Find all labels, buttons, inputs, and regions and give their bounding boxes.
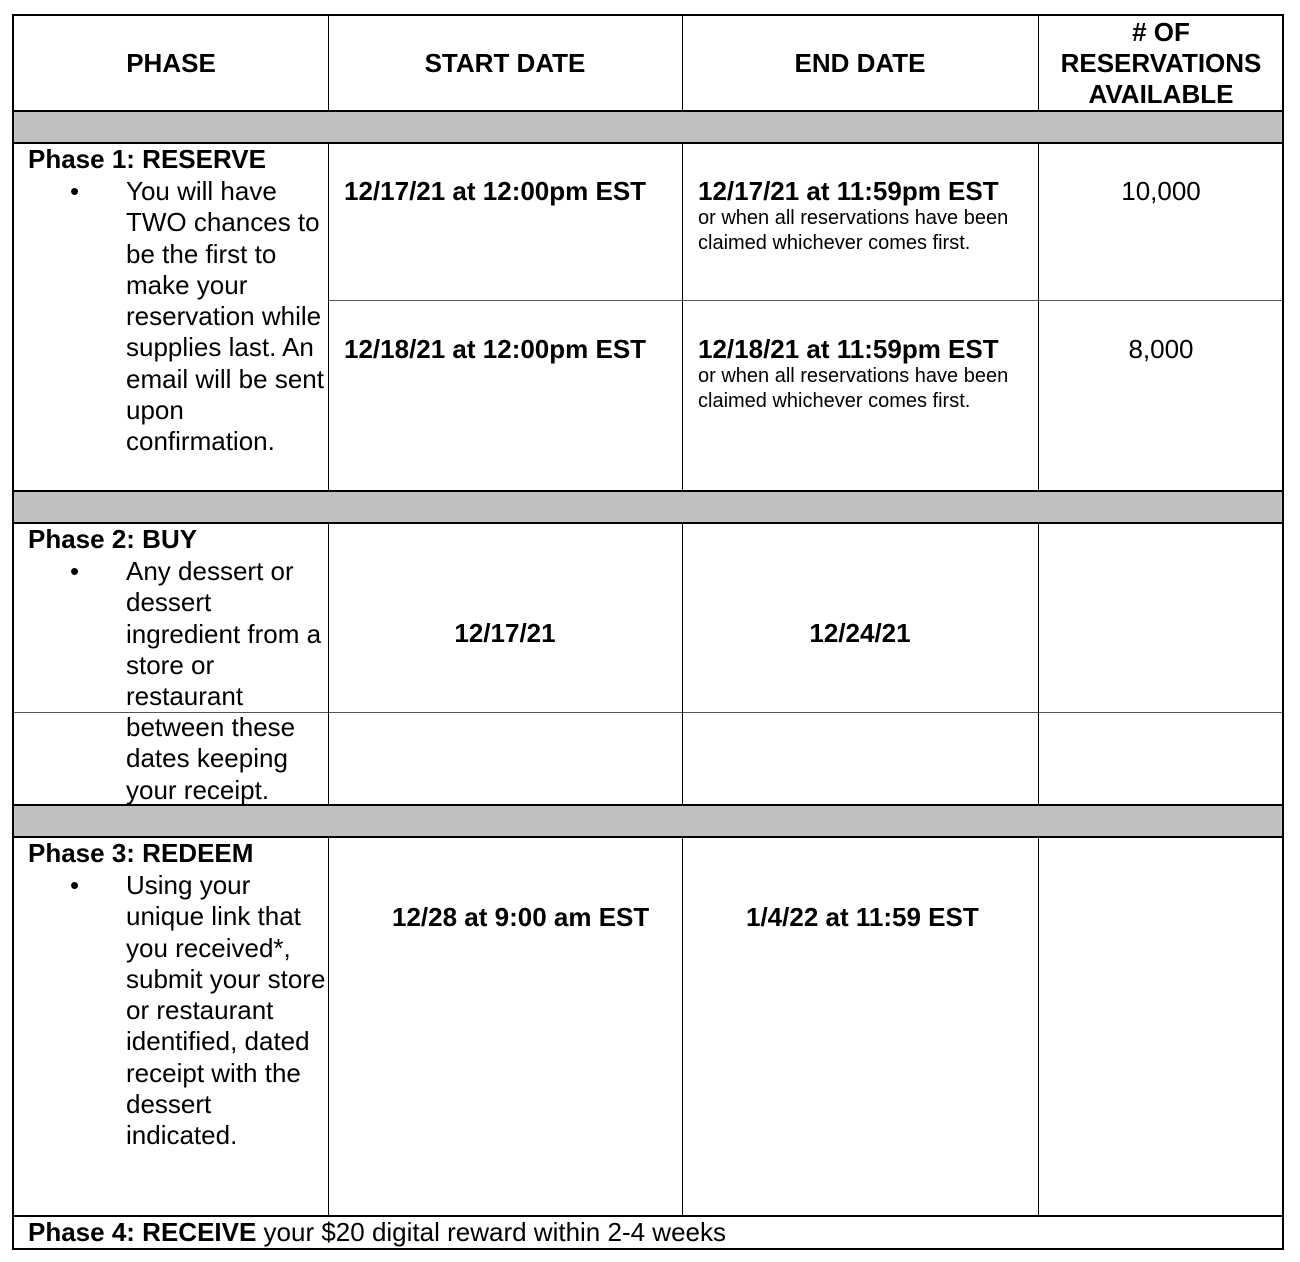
phase1-row1-end <box>698 176 1018 256</box>
phase1-row1-end-date: 12/17/21 at 11:59pm EST <box>698 176 999 206</box>
phase1-row2-end-note: or when all reservations have been claimed whichever comes first. <box>698 365 1009 412</box>
header-reservations-line: # OF <box>1132 16 1190 47</box>
rule <box>328 300 1282 301</box>
rule <box>14 110 1282 112</box>
phase4-label: Phase 4: RECEIVE <box>28 1217 257 1247</box>
phase1-bullet-text: You will have TWO chances to be the first to make your reservation while supplies last. An email will be sent upon confirmation. <box>126 176 324 457</box>
bullet-icon: • <box>70 556 80 586</box>
phase1-row2-reservations: 8,000 <box>1128 334 1194 364</box>
header-phase: PHASE <box>126 47 216 78</box>
bullet-icon: • <box>70 870 80 900</box>
column-rule <box>328 836 329 1217</box>
phase2-description <box>28 524 326 712</box>
phase1-row2-end <box>698 334 1018 414</box>
phase3-title: Phase 3: REDEEM <box>28 838 254 868</box>
header-end-date: END DATE <box>794 47 926 78</box>
separator-band-1 <box>14 112 1282 142</box>
phase4-row <box>28 1217 726 1247</box>
phase3-end: 1/4/22 at 11:59 EST <box>746 902 979 932</box>
phase2-title: Phase 2: BUY <box>28 524 198 554</box>
phase1-description <box>28 144 326 458</box>
phase-schedule-table <box>12 14 1284 1250</box>
phase2-description-continued <box>126 712 326 806</box>
header-start-date: START DATE <box>424 47 586 78</box>
phase3-bullet-text: Using your unique link that you received*, submit your store or restaurant identified, dated receipt with the dessert indicated. <box>126 870 326 1151</box>
column-rule <box>1038 522 1039 806</box>
column-rule <box>1038 836 1039 1217</box>
header-reservations-line: AVAILABLE <box>1088 78 1234 109</box>
separator-band-3 <box>14 806 1282 836</box>
column-rule <box>682 522 683 806</box>
phase1-title: Phase 1: RESERVE <box>28 144 266 174</box>
column-rule <box>328 142 329 492</box>
phase2-start: 12/17/21 <box>454 618 556 648</box>
phase3-description <box>28 838 326 1152</box>
phase1-row2-end-date: 12/18/21 at 11:59pm EST <box>698 334 999 364</box>
header-reservations-available <box>1038 16 1284 110</box>
column-rule <box>328 522 329 806</box>
phase1-row1-start: 12/17/21 at 12:00pm EST <box>344 176 647 206</box>
phase3-start: 12/28 at 9:00 am EST <box>392 902 650 932</box>
column-rule <box>682 142 683 492</box>
bullet-icon: • <box>70 176 80 206</box>
phase2-bullet-text-continued: between these dates keeping your receipt. <box>126 712 296 805</box>
phase1-row1-end-note: or when all reservations have been claimed whichever comes first. <box>698 207 1009 254</box>
column-rule <box>682 836 683 1217</box>
separator-band-2 <box>14 492 1282 522</box>
header-reservations-line: RESERVATIONS <box>1060 47 1262 78</box>
phase1-row2-start: 12/18/21 at 12:00pm EST <box>344 334 647 364</box>
phase2-end: 12/24/21 <box>809 618 911 648</box>
phase4-text: your $20 digital reward within 2-4 weeks <box>256 1217 726 1247</box>
phase1-row1-reservations: 10,000 <box>1121 176 1201 206</box>
phase2-bullet-text: Any dessert or dessert ingredient from a store or restaurant <box>126 556 322 712</box>
rule <box>14 490 1282 492</box>
